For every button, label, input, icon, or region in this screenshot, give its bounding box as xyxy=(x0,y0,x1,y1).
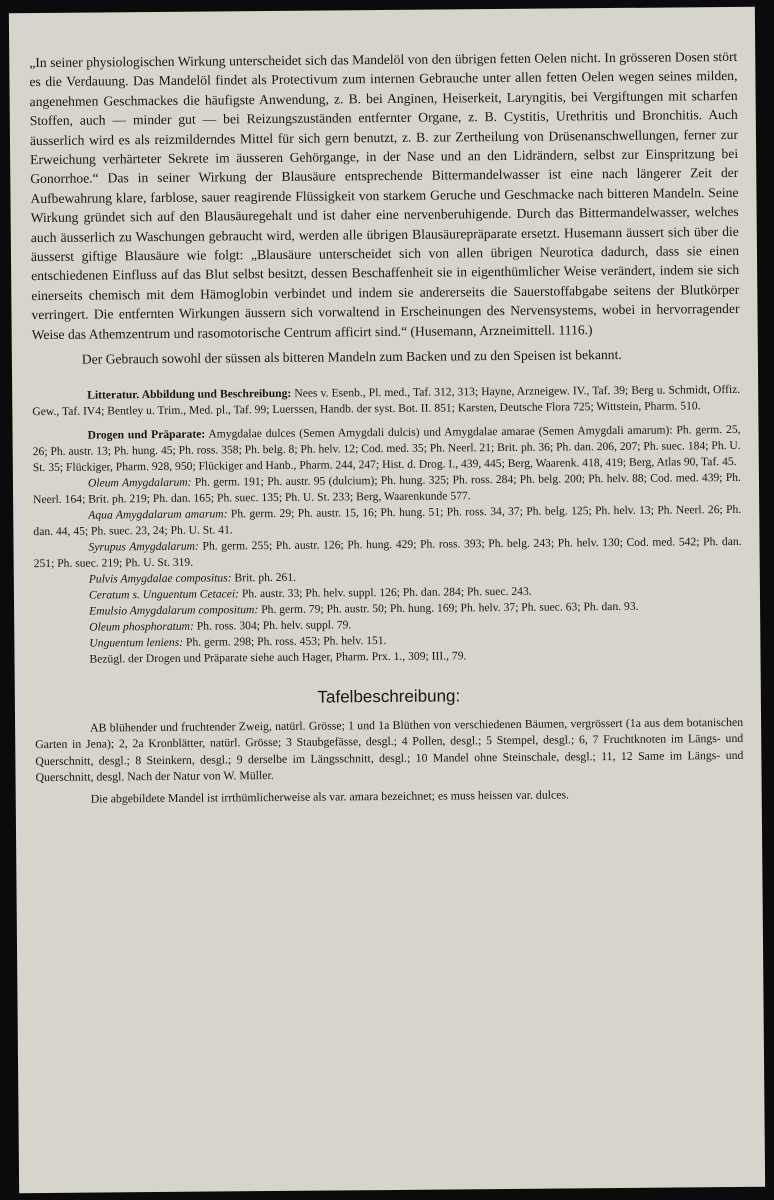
preparation-refs: Ph. germ. 191; Ph. austr. 95 (dulcium); Ph. hung. 325; Ph. ross. 284; Ph. belg. 200; Ph. helv. 88; Cod. med. 439; Ph. Neerl. 164; Brit. ph. 219; Ph. dan. 165; Ph. suec. 135; Ph. U. St. 233; Berg, Waarenkunde 577. xyxy=(33,470,741,506)
preparation-name: Emulsio Amygdalarum compositum: xyxy=(89,602,259,618)
preparations-list xyxy=(33,469,743,651)
tafel-description: AB blühender und fruchtender Zweig, natürl. Grösse; 1 und 1a Blüthen von verschiedenen Bäumen, vergrössert (1a aus dem botanischen Garten in Jena); 2, 2a Kronblätter, natürl. Grösse; 3 Staubgefässe, desgl.; 4 Pollen, desgl.; 5 Stempel, desgl.; 6, 7 Fruchtknoten im Längs- und Querschnitt, desgl.; 8 Steinkern, desgl.; 9 derselbe im Längsschnitt, desgl.; 10 Mandel ohne Steinschale, desgl.; 11, 12 Same im Längs- und Querschnitt, desgl. Nach der Natur von W. Müller. xyxy=(35,714,744,785)
literatur-entry xyxy=(32,381,740,419)
preparation-refs: Ph. germ. 298; Ph. ross. 453; Ph. helv. 151. xyxy=(185,633,387,649)
preparation-refs: Ph. germ. 29; Ph. austr. 15, 16; Ph. hung. 51; Ph. ross. 34, 37; Ph. belg. 125; Ph. helv. 13; Ph. Neerl. 26; Ph. dan. 44, 45; Ph. suec. 23, 24; Ph. U. St. 41. xyxy=(33,502,742,538)
literatur-heading: Litteratur. Abbildung und Beschreibung: xyxy=(87,386,292,402)
preparation-name: Ceratum s. Unguentum Cetacei: xyxy=(88,586,240,602)
preparation-refs: Brit. ph. 261. xyxy=(234,570,297,584)
bezugl-note: Bezügl. der Drogen und Präparate siehe auch Hager, Pharm. Prx. 1., 309; III., 79. xyxy=(89,648,467,666)
preparation-refs: Ph. austr. 33; Ph. helv. suppl. 126; Ph. dan. 284; Ph. suec. 243. xyxy=(241,584,532,600)
preparation-name: Syrupus Amygdalarum: xyxy=(88,539,199,554)
drogen-heading: Drogen und Präparate: xyxy=(87,427,206,442)
body-paragraph-1: „In seiner physiologischen Wirkung unterscheidet sich das Mandelöl von den übrigen fetten Oelen nicht. In grösseren Dosen stört es die Verdauung. Das Mandelöl findet als Protectivum zum internen Gebrauche unter allen fetten Oelen wegen seines milden, angenehmen Geschmackes die häufigste Anwendung, z. B. bei Anginen, Heiserkeit, Laryngitis, bei Vergiftungen mit scharfen Stoffen, auch — minder gut — bei Reizungszuständen entfernter Organe, z. B. Cystitis, Urethritis und Bronchitis. Auch äusserlich wird es als reizmilderndes Mittel für sich gern benutzt, z. B. zur Zertheilung von Drüsenanschwellungen, ferner zur Erweichung verhärteter Sekrete im äusseren Gehörgange, in der Nase und an den Lidrändern, selbst zur Einspritzung bei Gonorrhoe.“ Das in seiner Wirkung der Blausäure entsprechende Bittermandelwasser ist eine nach längerer Zeit der Aufbewahrung klare, farblose, sauer reagirende Flüssigkeit von starkem Geruche und Geschmacke nach bitteren Mandeln. Seine Wirkung gründet sich auf den Blausäuregehalt und ist daher eine nervenberuhigende. Durch das Bittermandelwasser, welches auch äusserlich zu Waschungen gebraucht wird, werden alle übrigen Blausäurepräparate ersetzt. Husemann äussert sich über die äusserst giftige Blausäure wie folgt: „Blausäure unterscheidet sich von allen übrigen Neurotica dadurch, dass sie einen entschiedenen Einfluss auf das Blut selbst besitzt, dessen Beschaffenheit sie in eigenthümlicher Weise verändert, indem sie sich einerseits chemisch mit dem Hämoglobin verbindet und indem sie andererseits die Sauerstoffabgabe seitens der Blutkörper verringert. Die entfernten Wirkungen äussern sich vorwaltend in Erscheinungen des Nervensystems, wobei in hervorragender Weise das Athemzentrum und rasomotorische Centrum afficirt sind.“ (Husemann, Arzneimittell. 1116.) xyxy=(29,48,740,342)
body-paragraph-2: Der Gebrauch sowohl der süssen als bitteren Mandeln zum Backen und zu den Speisen ist bekannt. xyxy=(81,347,622,367)
preparation-refs: Ph. ross. 304; Ph. helv. suppl. 79. xyxy=(196,617,352,633)
tafel-note: Die abgebildete Mandel ist irrthümlicherweise als var. amara bezeichnet; es muss heissen var. dulces. xyxy=(90,786,570,806)
preparation-name: Oleum Amygdalarum: xyxy=(87,475,192,490)
preparation-name: Unguentum leniens: xyxy=(89,635,184,650)
preparation-name: Oleum phosphoratum: xyxy=(89,619,194,634)
drogen-entry xyxy=(32,421,740,475)
preparation-name: Pulvis Amygdalae compositus: xyxy=(88,570,232,586)
document-page xyxy=(9,7,765,1193)
literatur-text: Nees v. Esenb., Pl. med., Taf. 312, 313; Hayne, Arzneigew. IV., Taf. 39; Berg u. Schmidt, Offiz. Gew., Taf. IV4; Bentley u. Trim., Med. pl., Taf. 99; Luerssen, Handb. der syst. Bot. II. 851; Karsten, Deutsche Flora 725; Wittstein, Pharm. 510. xyxy=(32,382,741,418)
tafel-title: Tafelbeschreibung: xyxy=(317,685,461,707)
preparation-refs: Ph. germ. 79; Ph. austr. 50; Ph. hung. 169; Ph. helv. 37; Ph. suec. 63; Ph. dan. 93. xyxy=(261,599,639,616)
drogen-text: Amygdalae dulces (Semen Amygdali dulcis) und Amygdalae amarae (Semen Amygdali amarum): Ph. germ. 25, 26; Ph. austr. 13; Ph. hung. 45; Ph. ross. 358; Ph. belg. 8; Ph. helv. 12; Cod. med. 35; Ph. Neerl. 21; Brit. ph. 36; Ph. dan. 206, 207; Ph. suec. 184; Ph. U. St. 35; Flückiger, Pharm. 928, 950; Flückiger and Hanb., Pharm. 244, 247; Hist. d. Drog. I., 439, 445; Berg, Waarenk. 418, 419; Berg, Atlas 90, Taf. 45. xyxy=(32,422,741,474)
preparation-refs: Ph. germ. 255; Ph. austr. 126; Ph. hung. 429; Ph. ross. 393; Ph. belg. 243; Ph. helv. 130; Cod. med. 542; Ph. dan. 251; Ph. suec. 219; Ph. U. St. 319. xyxy=(33,534,742,570)
preparation-name: Aqua Amygdalarum amarum: xyxy=(88,506,228,522)
